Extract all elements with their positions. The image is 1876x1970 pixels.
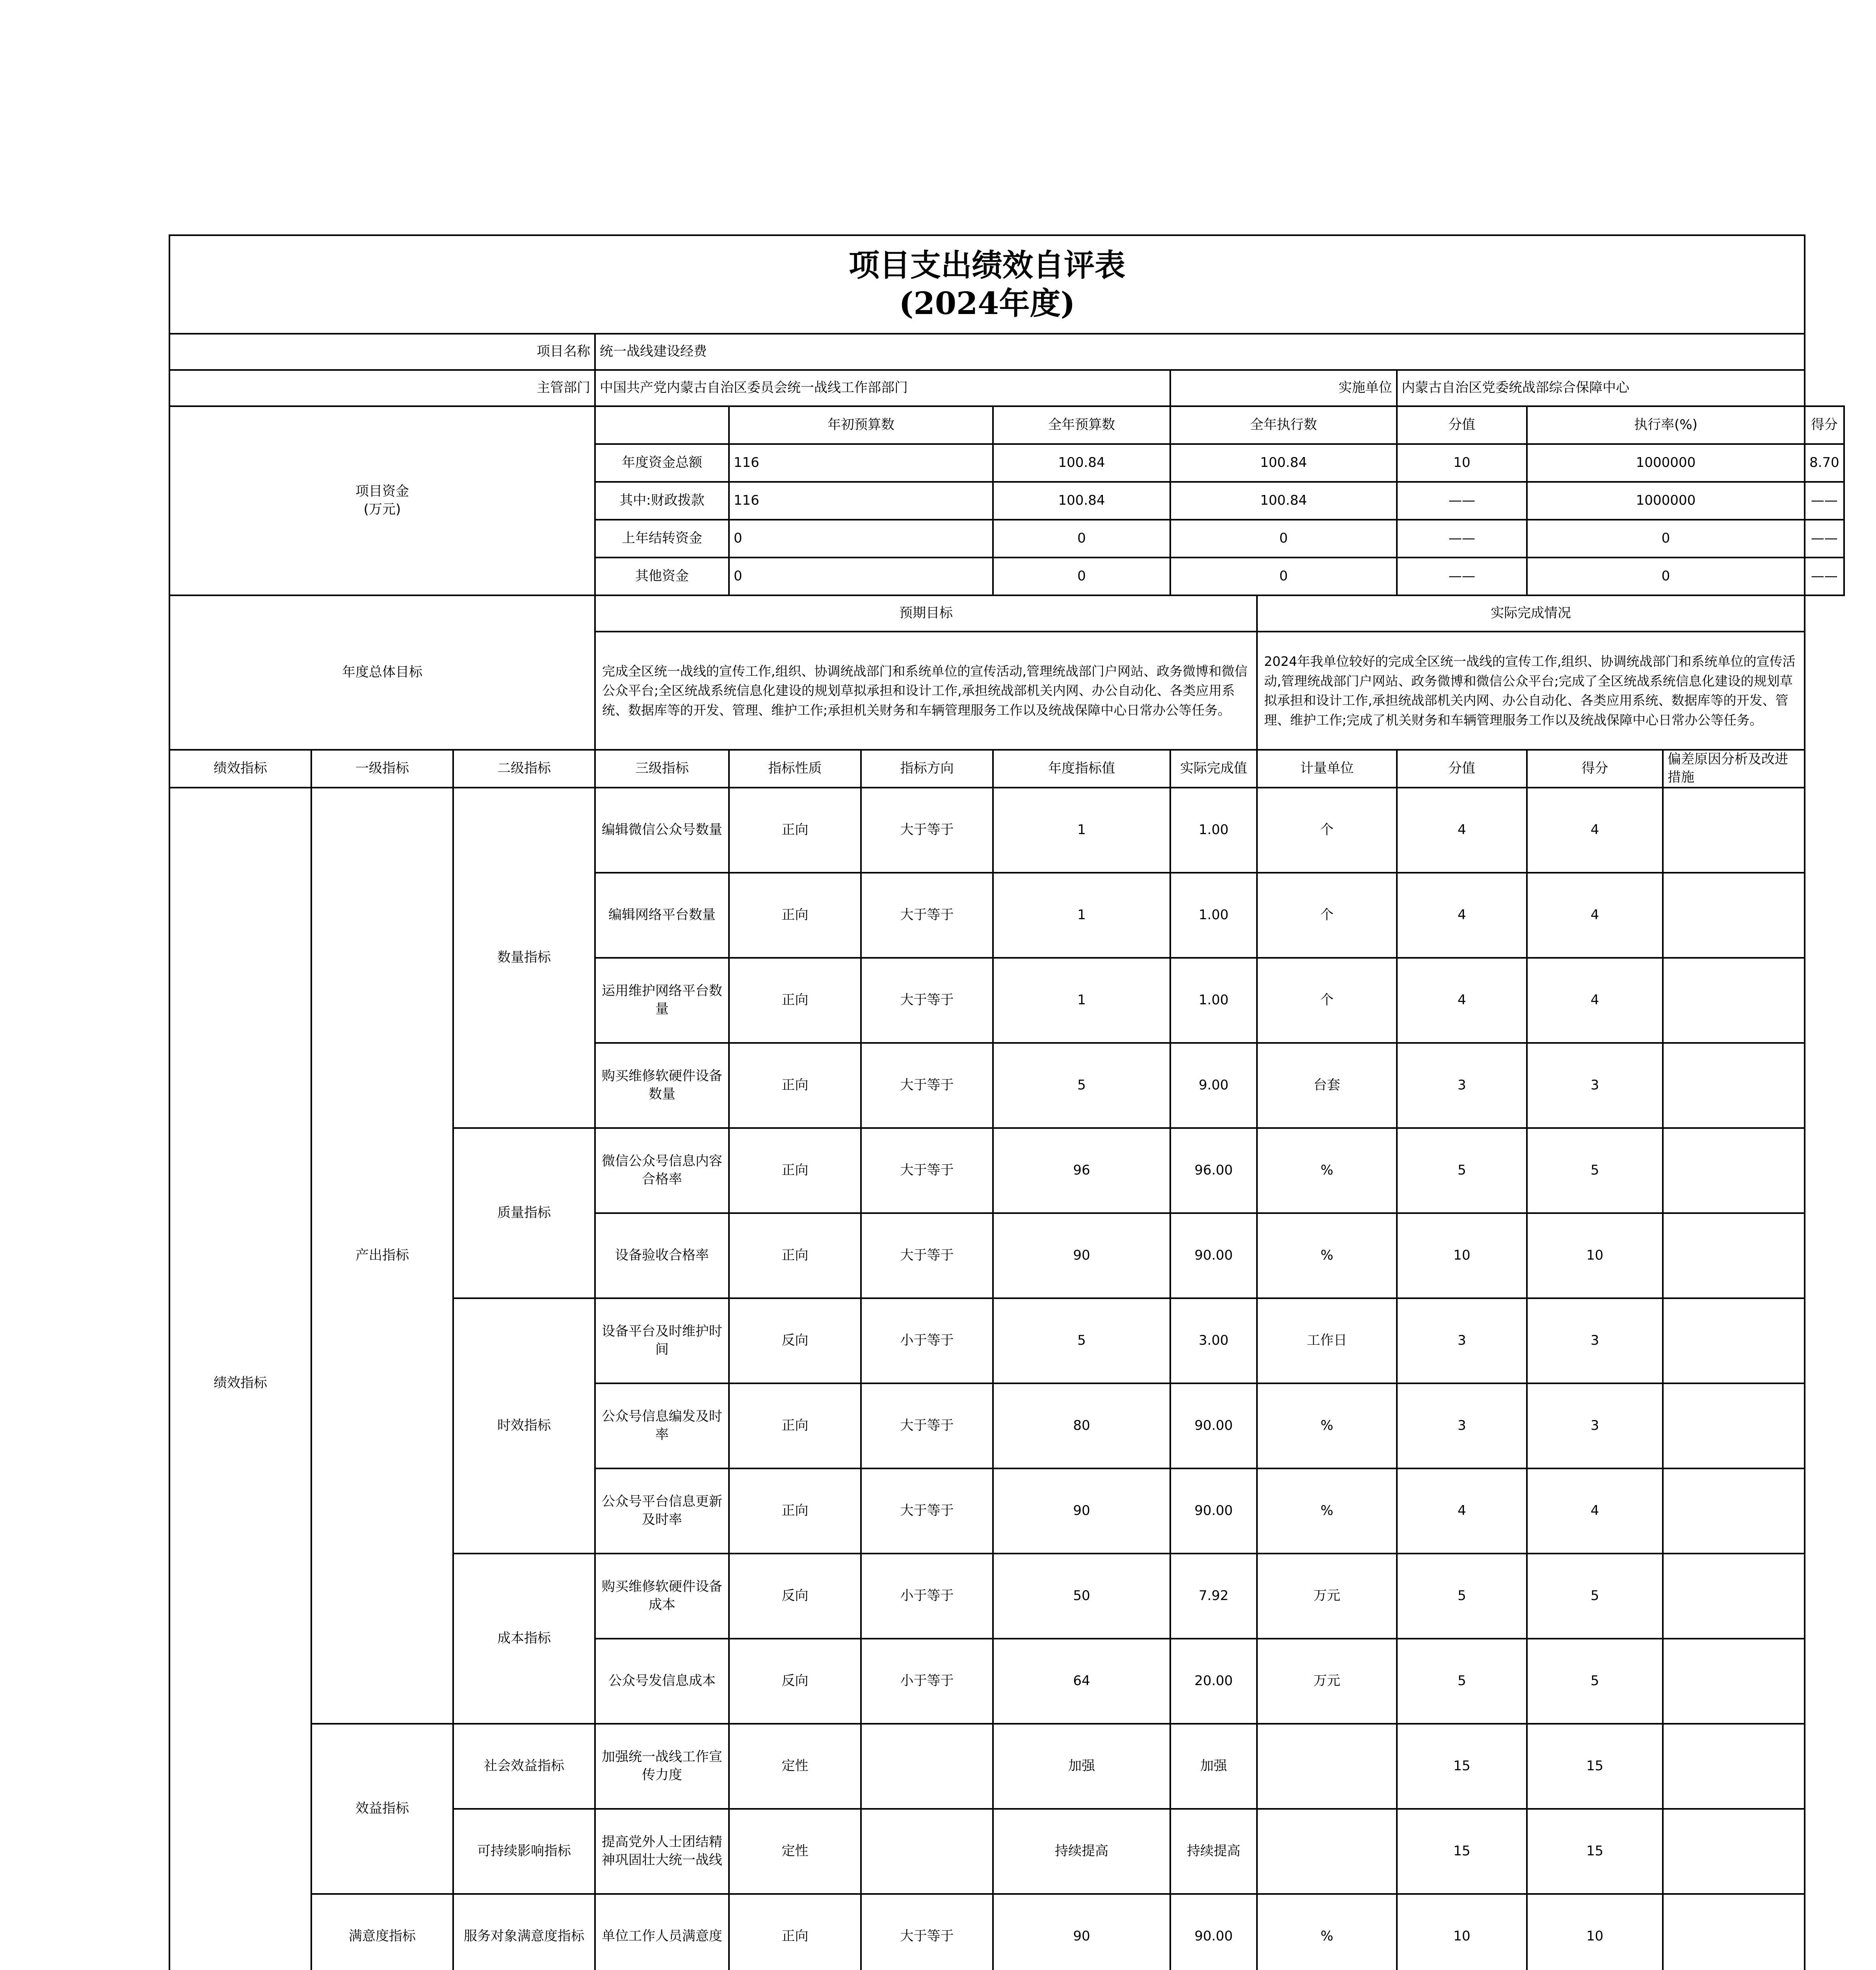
funds-value-initial: 116 — [729, 444, 993, 482]
indicator-nature: 反向 — [729, 1639, 861, 1724]
table-row — [169, 788, 1844, 873]
funds-value-executed: 100.84 — [1170, 444, 1397, 482]
indicator-weight: 5 — [1397, 1128, 1527, 1213]
indicator-weight: 3 — [1397, 1043, 1527, 1128]
indicator-level3: 设备验收合格率 — [595, 1213, 729, 1298]
funds-header: 全年预算数 — [993, 406, 1170, 444]
indicator-weight: 10 — [1397, 1213, 1527, 1298]
indicator-level3: 编辑网络平台数量 — [595, 873, 729, 958]
indicator-header: 三级指标 — [595, 750, 729, 788]
indicator-level3: 提高党外人士团结精神巩固壮大统一战线 — [595, 1809, 729, 1894]
funds-value-score-weight: —— — [1397, 520, 1527, 558]
indicator-actual: 加强 — [1170, 1724, 1257, 1809]
indicator-actual: 90.00 — [1170, 1468, 1257, 1554]
indicator-target: 持续提高 — [993, 1809, 1170, 1894]
funds-value-score-weight: 10 — [1397, 444, 1527, 482]
indicator-direction: 大于等于 — [861, 1383, 993, 1468]
indicator-direction: 大于等于 — [861, 958, 993, 1043]
indicator-header: 分值 — [1397, 750, 1527, 788]
indicator-level3: 单位工作人员满意度 — [595, 1894, 729, 1970]
funds-value-score-weight: —— — [1397, 482, 1527, 520]
indicator-nature: 反向 — [729, 1298, 861, 1383]
indicator-weight: 5 — [1397, 1639, 1527, 1724]
indicator-direction: 大于等于 — [861, 1894, 993, 1970]
indicator-score: 3 — [1527, 1383, 1663, 1468]
indicator-unit: 工作日 — [1257, 1298, 1397, 1383]
indicator-unit — [1257, 1809, 1397, 1894]
funds-value-initial: 0 — [729, 520, 993, 558]
funds-value-annual: 0 — [993, 520, 1170, 558]
indicator-weight: 4 — [1397, 1468, 1527, 1554]
indicator-weight: 15 — [1397, 1724, 1527, 1809]
indicator-deviation — [1663, 1213, 1805, 1298]
indicator-direction: 大于等于 — [861, 788, 993, 873]
indicator-header: 一级指标 — [311, 750, 453, 788]
project-name-label: 项目名称 — [169, 334, 595, 370]
table-row — [169, 1894, 1844, 1970]
funds-value-executed: 0 — [1170, 558, 1397, 595]
indicator-unit: 万元 — [1257, 1639, 1397, 1724]
indicator-level2: 服务对象满意度指标 — [453, 1894, 595, 1970]
indicator-unit: % — [1257, 1383, 1397, 1468]
goals-actual-text: 2024年我单位较好的完成全区统一战线的宣传工作,组织、协调统战部门和系统单位的宣传活动,管理统战部门户网站、政务微博和微信公众平台;完成了全区统战系统信息化建设的规划草拟承担和设计工作,承担统战部机关内网、办公自动化、各类应用系统、数据库等的开发、管理、维护工作;完成了机关财务和车辆管理服务工作以及统战保障中心日常办公等任务。 — [1257, 632, 1805, 750]
indicator-level3: 公众号发信息成本 — [595, 1639, 729, 1724]
goals-expected-text: 完成全区统一战线的宣传工作,组织、协调统战部门和系统单位的宣传活动,管理统战部门户网站、政务微博和微信公众平台;全区统战系统信息化建设的规划草拟承担和设计工作,承担统战部机关内网、办公自动化、各类应用系统、数据库等的开发、管理、维护工作;承担机关财务和车辆管理服务工作以及统战保障中心日常办公等任务。 — [595, 632, 1257, 750]
indicator-deviation — [1663, 1468, 1805, 1554]
indicator-target: 1 — [993, 788, 1170, 873]
funds-value-rate: 1000000 — [1527, 444, 1805, 482]
funds-row-label: 上年结转资金 — [595, 520, 729, 558]
indicator-weight: 5 — [1397, 1554, 1527, 1639]
indicator-direction: 小于等于 — [861, 1554, 993, 1639]
indicator-actual: 7.92 — [1170, 1554, 1257, 1639]
table-row — [169, 750, 1844, 788]
indicator-level2: 社会效益指标 — [453, 1724, 595, 1809]
indicator-nature: 正向 — [729, 1468, 861, 1554]
goals-actual-header: 实际完成情况 — [1257, 595, 1805, 632]
impl-value: 内蒙古自治区党委统战部综合保障中心 — [1397, 370, 1805, 406]
table-row — [169, 595, 1844, 632]
indicator-actual: 1.00 — [1170, 958, 1257, 1043]
indicator-actual: 90.00 — [1170, 1383, 1257, 1468]
indicator-deviation — [1663, 1639, 1805, 1724]
funds-header: 年初预算数 — [729, 406, 993, 444]
indicator-actual: 9.00 — [1170, 1043, 1257, 1128]
indicator-nature: 反向 — [729, 1554, 861, 1639]
funds-header: 执行率(%) — [1527, 406, 1805, 444]
goals-label: 年度总体目标 — [169, 595, 595, 750]
indicator-nature: 正向 — [729, 1894, 861, 1970]
funds-value-rate: 0 — [1527, 520, 1805, 558]
indicator-level3: 购买维修软硬件设备成本 — [595, 1554, 729, 1639]
indicator-unit: % — [1257, 1894, 1397, 1970]
indicator-deviation — [1663, 1043, 1805, 1128]
indicator-header: 指标方向 — [861, 750, 993, 788]
indicator-weight: 10 — [1397, 1894, 1527, 1970]
indicator-target: 90 — [993, 1894, 1170, 1970]
indicator-header: 二级指标 — [453, 750, 595, 788]
indicator-unit: 个 — [1257, 958, 1397, 1043]
indicator-score: 5 — [1527, 1639, 1663, 1724]
funds-value-score: —— — [1805, 520, 1844, 558]
indicator-deviation — [1663, 873, 1805, 958]
indicator-direction: 大于等于 — [861, 1128, 993, 1213]
indicator-level2: 质量指标 — [453, 1128, 595, 1298]
indicator-score: 10 — [1527, 1894, 1663, 1970]
indicator-weight: 4 — [1397, 873, 1527, 958]
funds-label-line2: (万元) — [363, 502, 401, 517]
funds-row-label: 其他资金 — [595, 558, 729, 595]
indicator-direction: 大于等于 — [861, 1043, 993, 1128]
indicator-weight: 4 — [1397, 958, 1527, 1043]
indicator-weight: 3 — [1397, 1383, 1527, 1468]
indicator-direction — [861, 1809, 993, 1894]
funds-header-blank — [595, 406, 729, 444]
indicator-unit: % — [1257, 1128, 1397, 1213]
indicator-score: 15 — [1527, 1724, 1663, 1809]
indicator-target: 90 — [993, 1213, 1170, 1298]
indicator-deviation — [1663, 1128, 1805, 1213]
indicator-target: 96 — [993, 1128, 1170, 1213]
indicator-level3: 微信公众号信息内容合格率 — [595, 1128, 729, 1213]
funds-row-label: 其中:财政拨款 — [595, 482, 729, 520]
indicator-header: 指标性质 — [729, 750, 861, 788]
indicator-target: 1 — [993, 873, 1170, 958]
indicator-nature: 正向 — [729, 1213, 861, 1298]
indicator-actual: 20.00 — [1170, 1639, 1257, 1724]
indicator-level2: 可持续影响指标 — [453, 1809, 595, 1894]
indicator-level3: 加强统一战线工作宣传力度 — [595, 1724, 729, 1809]
indicator-weight: 3 — [1397, 1298, 1527, 1383]
performance-table — [169, 234, 1845, 1970]
indicator-target: 80 — [993, 1383, 1170, 1468]
indicator-direction: 大于等于 — [861, 873, 993, 958]
indicator-unit: 个 — [1257, 788, 1397, 873]
indicator-nature: 正向 — [729, 1128, 861, 1213]
indicator-nature: 正向 — [729, 788, 861, 873]
indicator-nature: 正向 — [729, 1043, 861, 1128]
indicator-actual: 90.00 — [1170, 1894, 1257, 1970]
indicator-score: 4 — [1527, 958, 1663, 1043]
indicator-direction: 小于等于 — [861, 1298, 993, 1383]
indicator-level2: 数量指标 — [453, 788, 595, 1128]
funds-value-score-weight: —— — [1397, 558, 1527, 595]
table-title — [169, 235, 1805, 334]
funds-value-initial: 0 — [729, 558, 993, 595]
indicator-nature: 定性 — [729, 1809, 861, 1894]
indicator-deviation — [1663, 1809, 1805, 1894]
project-name-value: 统一战线建设经费 — [595, 334, 1805, 370]
indicator-unit: 台套 — [1257, 1043, 1397, 1128]
funds-value-annual: 0 — [993, 558, 1170, 595]
funds-value-score: 8.70 — [1805, 444, 1844, 482]
indicator-score: 3 — [1527, 1298, 1663, 1383]
indicator-actual: 90.00 — [1170, 1213, 1257, 1298]
indicator-deviation — [1663, 1383, 1805, 1468]
indicator-level3: 公众号平台信息更新及时率 — [595, 1468, 729, 1554]
funds-value-executed: 100.84 — [1170, 482, 1397, 520]
indicator-level3: 购买维修软硬件设备数量 — [595, 1043, 729, 1128]
indicator-col1: 绩效指标 — [169, 788, 311, 1970]
indicator-header: 绩效指标 — [169, 750, 311, 788]
indicator-score: 5 — [1527, 1128, 1663, 1213]
indicator-actual: 96.00 — [1170, 1128, 1257, 1213]
indicator-target: 加强 — [993, 1724, 1170, 1809]
indicator-nature: 定性 — [729, 1724, 861, 1809]
indicator-deviation — [1663, 1554, 1805, 1639]
indicator-header: 得分 — [1527, 750, 1663, 788]
indicator-target: 90 — [993, 1468, 1170, 1554]
funds-value-executed: 0 — [1170, 520, 1397, 558]
dept-value: 中国共产党内蒙古自治区委员会统一战线工作部部门 — [595, 370, 1170, 406]
indicator-level2: 时效指标 — [453, 1298, 595, 1554]
indicator-actual: 3.00 — [1170, 1298, 1257, 1383]
indicator-score: 3 — [1527, 1043, 1663, 1128]
indicator-nature: 正向 — [729, 1383, 861, 1468]
funds-label-line1: 项目资金 — [355, 483, 409, 500]
indicator-direction — [861, 1724, 993, 1809]
indicator-deviation — [1663, 958, 1805, 1043]
indicator-score: 15 — [1527, 1809, 1663, 1894]
funds-value-annual: 100.84 — [993, 444, 1170, 482]
funds-row-label: 年度资金总额 — [595, 444, 729, 482]
funds-value-annual: 100.84 — [993, 482, 1170, 520]
indicator-level3: 公众号信息编发及时率 — [595, 1383, 729, 1468]
indicator-score: 4 — [1527, 1468, 1663, 1554]
funds-value-score: —— — [1805, 558, 1844, 595]
indicator-unit: 个 — [1257, 873, 1397, 958]
indicator-target: 50 — [993, 1554, 1170, 1639]
indicator-direction: 小于等于 — [861, 1639, 993, 1724]
indicator-score: 4 — [1527, 873, 1663, 958]
funds-value-initial: 116 — [729, 482, 993, 520]
indicator-score: 5 — [1527, 1554, 1663, 1639]
indicator-weight: 15 — [1397, 1809, 1527, 1894]
indicator-actual: 1.00 — [1170, 788, 1257, 873]
indicator-level1: 产出指标 — [311, 788, 453, 1724]
indicator-unit: % — [1257, 1468, 1397, 1554]
indicator-deviation — [1663, 1894, 1805, 1970]
indicator-level2: 成本指标 — [453, 1554, 595, 1724]
funds-header: 得分 — [1805, 406, 1844, 444]
indicator-actual: 1.00 — [1170, 873, 1257, 958]
impl-label: 实施单位 — [1170, 370, 1397, 406]
funds-value-rate: 1000000 — [1527, 482, 1805, 520]
indicator-nature: 正向 — [729, 958, 861, 1043]
indicator-deviation — [1663, 1298, 1805, 1383]
indicator-deviation — [1663, 1724, 1805, 1809]
funds-value-score: —— — [1805, 482, 1844, 520]
goals-expected-header: 预期目标 — [595, 595, 1257, 632]
indicator-header: 计量单位 — [1257, 750, 1397, 788]
indicator-unit: 万元 — [1257, 1554, 1397, 1639]
indicator-level1: 效益指标 — [311, 1724, 453, 1894]
indicator-unit — [1257, 1724, 1397, 1809]
indicator-level3: 设备平台及时维护时间 — [595, 1298, 729, 1383]
dept-label: 主管部门 — [169, 370, 595, 406]
indicator-header: 偏差原因分析及改进措施 — [1663, 750, 1805, 788]
funds-header: 全年执行数 — [1170, 406, 1397, 444]
table-title-year: (2024年度) — [899, 286, 1075, 322]
funds-label — [169, 406, 595, 595]
funds-value-rate: 0 — [1527, 558, 1805, 595]
indicator-deviation — [1663, 788, 1805, 873]
funds-header: 分值 — [1397, 406, 1527, 444]
indicator-level3: 运用维护网络平台数量 — [595, 958, 729, 1043]
indicator-actual: 持续提高 — [1170, 1809, 1257, 1894]
indicator-score: 4 — [1527, 788, 1663, 873]
indicator-unit: % — [1257, 1213, 1397, 1298]
indicator-target: 5 — [993, 1043, 1170, 1128]
indicator-target: 5 — [993, 1298, 1170, 1383]
indicator-header: 实际完成值 — [1170, 750, 1257, 788]
indicator-level1: 满意度指标 — [311, 1894, 453, 1970]
indicator-nature: 正向 — [729, 873, 861, 958]
indicator-score: 10 — [1527, 1213, 1663, 1298]
indicator-direction: 大于等于 — [861, 1468, 993, 1554]
indicator-level3: 编辑微信公众号数量 — [595, 788, 729, 873]
indicator-header: 年度指标值 — [993, 750, 1170, 788]
table-row — [169, 1724, 1844, 1809]
indicator-direction: 大于等于 — [861, 1213, 993, 1298]
table-title-main: 项目支出绩效自评表 — [848, 247, 1125, 283]
indicator-weight: 4 — [1397, 788, 1527, 873]
indicator-target: 64 — [993, 1639, 1170, 1724]
indicator-target: 1 — [993, 958, 1170, 1043]
